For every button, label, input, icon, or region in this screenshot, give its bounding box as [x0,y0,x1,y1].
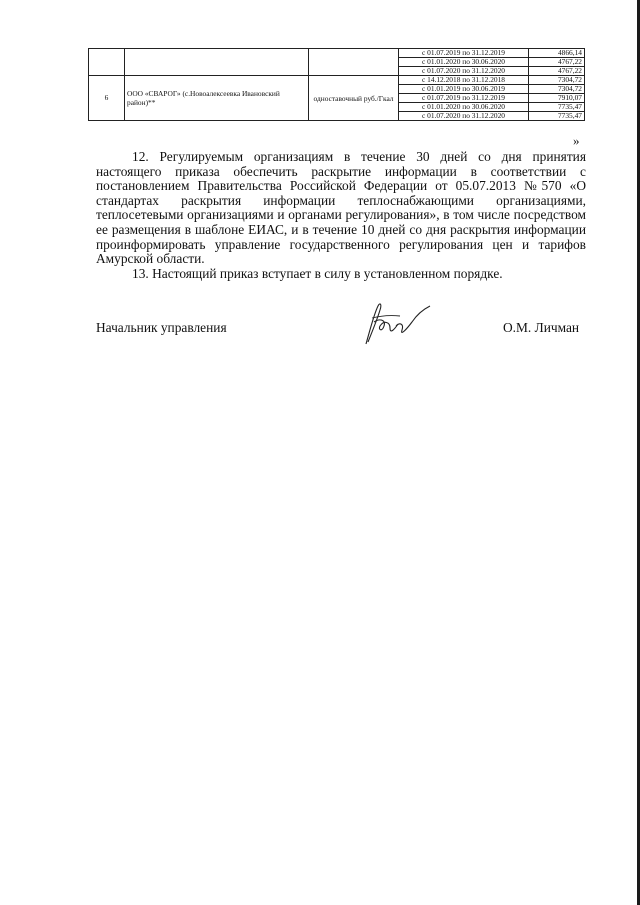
tariff-value-cell: 7910,07 [529,94,585,103]
table-cell-empty [309,49,399,76]
tariff-value-cell: 4866,14 [529,49,585,58]
table-cell-empty [125,49,309,76]
tariff-table [88,48,585,121]
table-row [89,76,585,85]
tariff-value-cell: 7304,72 [529,76,585,85]
unit-cell: одноставочный руб./Гкал [309,76,399,121]
paragraph-13: 13. Настоящий приказ вступает в силу в установленном порядке. [132,265,503,281]
period-cell: с 01.01.2020 по 30.06.2020 [399,103,529,112]
signatory-name: О.М. Личман [503,320,580,335]
period-cell: с 01.07.2020 по 31.12.2020 [399,67,529,76]
tariff-value-cell: 4767,22 [529,67,585,76]
period-cell: с 01.01.2020 по 30.06.2020 [399,58,529,67]
signatory-title: Начальник управления [96,320,227,335]
period-cell: с 01.01.2019 по 30.06.2019 [399,85,529,94]
tariff-value-cell: 7735,47 [529,103,585,112]
tariff-value-cell: 4767,22 [529,58,585,67]
paragraph-12: 12. Регулируемым организациям в течение 30 дней со дня принятия настоящего приказа обеспечить раскрытие информации в соответствии с постановлением Правительства Российской Федерации от 05.07.2013 №570 «О стандартах раскрытия информации теплоснабжающими организациями, теплосетевыми организациями и органами регулирования», в том числе посредством ее размещения в шаблоне ЕИАС, и в течение 10 дней со дня раскрытия информации проинформировать управление государственного регулирования цен и тарифов Амурской области. [96,149,586,267]
order-body [96,150,586,281]
table-cell-empty [89,49,125,76]
organization-cell: ООО «СВАРОГ» (с.Новоалексеевка Ивановский район)** [125,76,309,121]
period-cell: с 01.07.2019 по 31.12.2019 [399,49,529,58]
table-row [89,49,585,58]
handwritten-signature [360,300,440,350]
row-number-cell: 6 [89,76,125,121]
period-cell: с 01.07.2020 по 31.12.2020 [399,112,529,121]
closing-quote: » [573,133,580,148]
tariff-value-cell: 7735,47 [529,112,585,121]
period-cell: с 14.12.2018 по 31.12.2018 [399,76,529,85]
period-cell: с 01.07.2019 по 31.12.2019 [399,94,529,103]
tariff-value-cell: 7304,72 [529,85,585,94]
